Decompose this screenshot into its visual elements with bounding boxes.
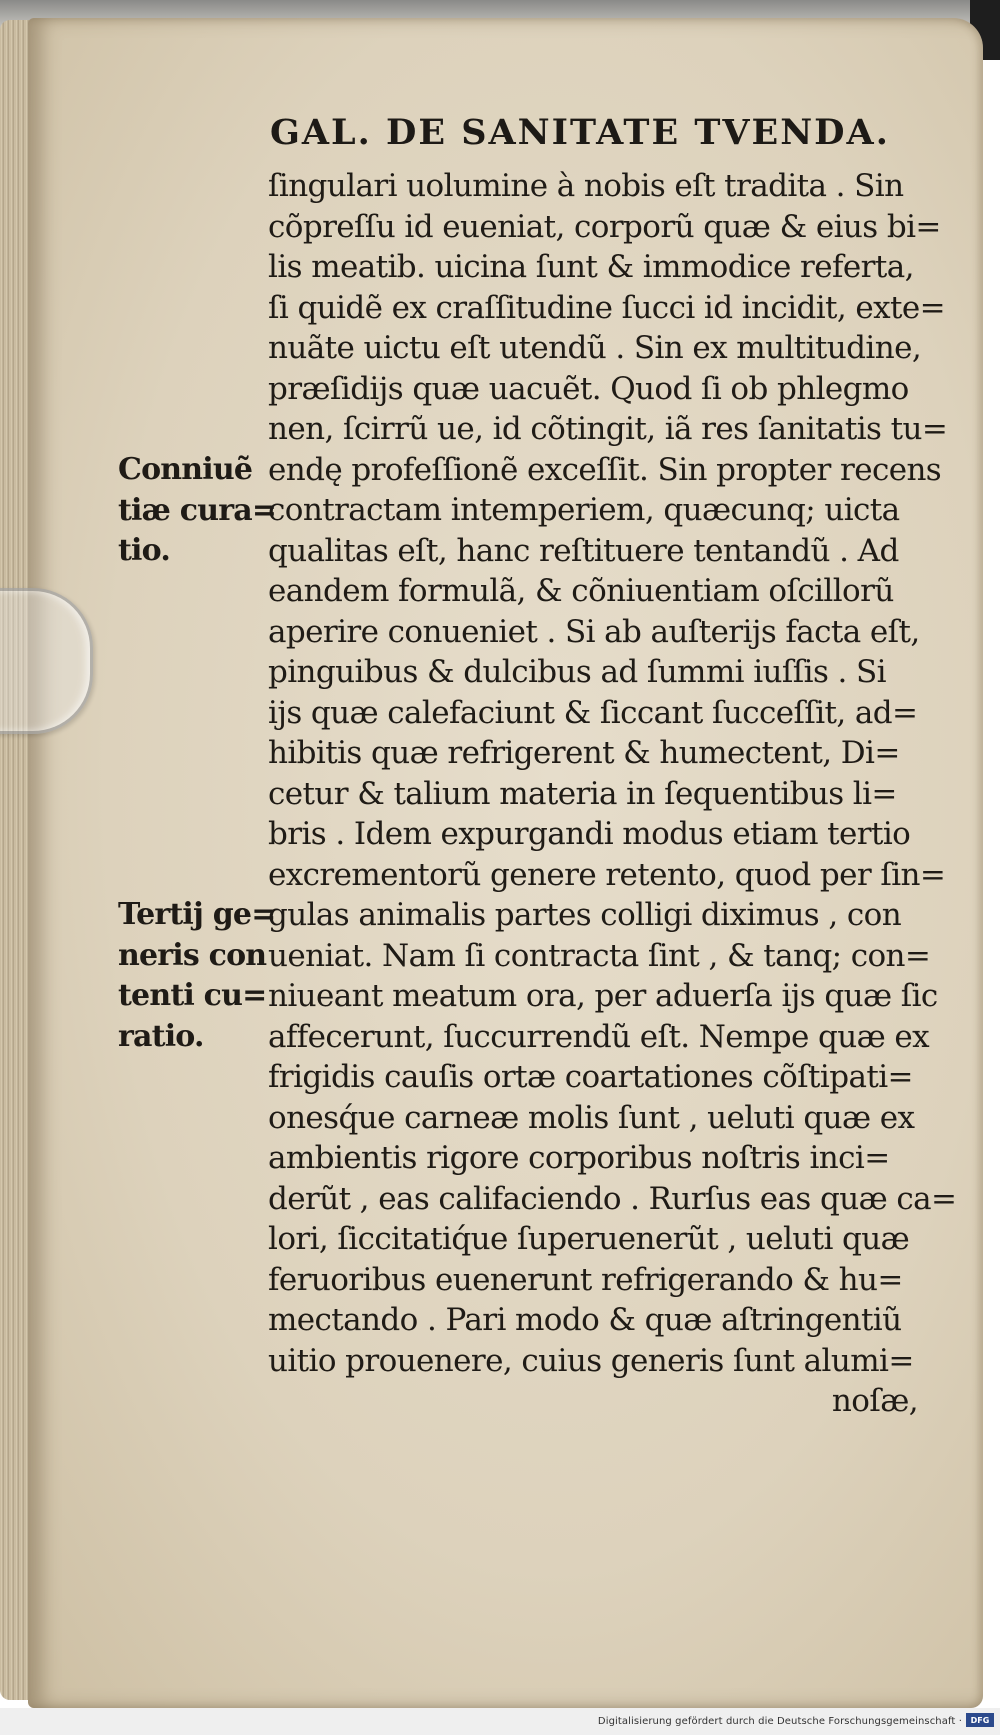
- text-line: lis meatib. uicina ſunt & immodice referta,: [268, 249, 914, 285]
- text-line: hibitis quæ refrigerent & humectent, Di=: [268, 735, 900, 771]
- text-line: eandem formulã, & cõniuentiam oſcillorũ: [268, 573, 894, 609]
- text-line: niueant meatum ora, per aduerſa ijs quæ ſic: [268, 978, 938, 1014]
- text-line: feruoribus euenerunt refrigerando & hu=: [268, 1261, 903, 1298]
- text-line: bris . Idem expurgandi modus etiam tertio: [268, 816, 911, 852]
- dfg-logo: DFG: [966, 1713, 994, 1727]
- text-line: noſæ,: [831, 1383, 918, 1419]
- page-clip: [0, 588, 93, 734]
- text-line: contractam intemperiem, quæcunq; uicta: [268, 492, 900, 528]
- marginal-line: tiæ cura=: [118, 492, 277, 528]
- text-line: nuãte uictu eſt utendũ . Sin ex multitudine,: [268, 330, 922, 366]
- text-line: onesq́ue carneæ molis ſunt , ueluti quæ ex: [268, 1099, 915, 1136]
- body-text: [268, 166, 957, 1422]
- text-line: gulas animalis partes colligi diximus , con: [268, 897, 902, 933]
- text-line: uitio prouenere, cuius generis ſunt alumi=: [268, 1342, 914, 1379]
- text-line: cetur & talium materia in ſequentibus li=: [268, 775, 897, 812]
- text-line: lori, ſiccitatiq́ue ſuperuenerũt , ueluti quæ: [268, 1221, 910, 1257]
- text-line: cõpreſſu id eueniat, corporũ quæ & eius bi=: [268, 208, 941, 245]
- marginal-line: tenti cu=: [118, 978, 267, 1013]
- text-line: aperire conueniet . Si ab auſterijs facta eſt,: [268, 613, 920, 650]
- digitization-credit: Digitalisierung gefördert durch die Deutsche Forschungsgemeinschaft ·: [597, 1716, 962, 1727]
- running-head: GAL. DE SANITATE TVENDA.: [270, 112, 890, 153]
- marginal-line: Tertij ge=: [118, 897, 276, 932]
- text-line: pinguibus & dulcibus ad ſummi iuſſis . Si: [268, 654, 886, 690]
- text-line: qualitas eſt, hanc reſtituere tentandũ . Ad: [268, 532, 899, 569]
- text-line: mectando . Pari modo & quæ aſtringentiũ: [268, 1302, 902, 1338]
- text-line: affecerunt, ſuccurrendũ eſt. Nempe quæ ex: [268, 1018, 930, 1055]
- text-line: ſingulari uolumine à nobis eſt tradita . Sin: [268, 168, 904, 204]
- text-line: frigidis cauſis ortæ coartationes cõſtipati=: [268, 1059, 913, 1095]
- marginal-line: Conniuẽ: [118, 452, 253, 487]
- marginal-note-conniuentiae: [118, 450, 276, 572]
- marginal-line: neris con: [118, 937, 267, 973]
- text-line: excrementorũ genere retento, quod per ſin=: [268, 856, 946, 893]
- text-line: nen, ſcirrũ ue, id cõtingit, iã res ſanitatis tu=: [268, 411, 948, 447]
- text-line: ambientis rigore corporibus noſtris inci=: [268, 1140, 890, 1176]
- text-line: endę profeſſionẽ exceſſit. Sin propter recens: [268, 451, 942, 488]
- marginal-note-tertii-generis: [118, 895, 276, 1057]
- text-line: ijs quæ calefaciunt & ſiccant ſucceſſit, ad=: [268, 694, 918, 731]
- text-line: ſi quidẽ ex craſſitudine ſucci id incidit, exte=: [268, 289, 945, 326]
- marginal-line: tio.: [118, 533, 170, 568]
- text-line: præſidijs quæ uacuẽt. Quod ſi ob phlegmo: [268, 370, 909, 407]
- text-line: ueniat. Nam ſi contracta ſint , & tanq; con=: [268, 937, 931, 974]
- marginal-line: ratio.: [118, 1018, 204, 1054]
- text-line: derũt , eas califaciendo . Rurſus eas quæ ca=: [268, 1180, 957, 1217]
